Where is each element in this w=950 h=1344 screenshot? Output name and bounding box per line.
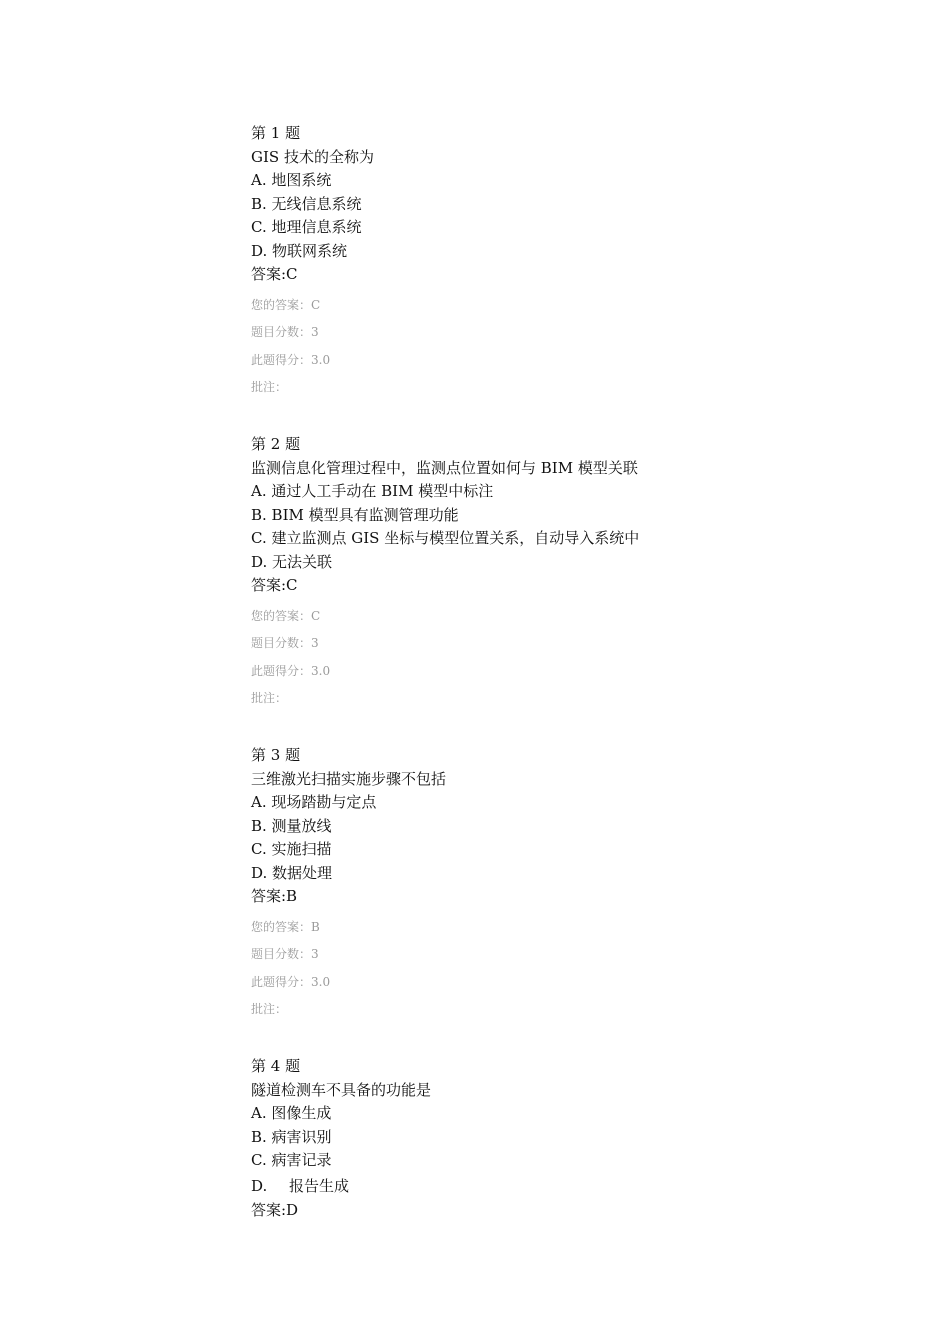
option-a: A. 现场踏勘与定点 xyxy=(251,793,377,811)
correct-answer: 答案:B xyxy=(251,887,298,905)
earned-score: 此题得分：3.0 xyxy=(251,352,331,367)
option-b: B. BIM 模型具有监测管理功能 xyxy=(251,505,459,524)
your-answer: 您的答案：B xyxy=(251,919,320,934)
option-b: B. 病害识别 xyxy=(251,1127,332,1146)
option-c: C. 实施扫描 xyxy=(251,840,332,858)
question-score: 题目分数：3 xyxy=(251,947,319,962)
earned-score: 此题得分：3.0 xyxy=(251,974,331,989)
question-3 xyxy=(251,744,891,1024)
option-d: D. 数据处理 xyxy=(251,863,333,882)
earned-score: 此题得分：3.0 xyxy=(251,663,331,678)
your-answer: 您的答案：C xyxy=(251,297,321,312)
option-b: B. 测量放线 xyxy=(251,816,332,835)
option-c: C. 地理信息系统 xyxy=(251,218,362,236)
question-stem: GIS 技术的全称为 xyxy=(251,147,374,166)
question-heading: 第 4 题 xyxy=(251,1057,301,1075)
correct-answer: 答案:C xyxy=(251,265,298,283)
option-c: C. 建立监测点 GIS 坐标与模型位置关系，自动导入系统中 xyxy=(251,529,640,547)
question-stem: 隧道检测车不具备的功能是 xyxy=(251,1080,432,1099)
option-d: D. 无法关联 xyxy=(251,552,333,571)
option-d-text: 报告生成 xyxy=(289,1176,350,1195)
option-a: A. 通过人工手动在 BIM 模型中标注 xyxy=(251,482,494,500)
option-d: D. 物联网系统 xyxy=(251,241,348,260)
question-score: 题目分数：3 xyxy=(251,325,319,340)
correct-answer: 答案:D xyxy=(251,1201,299,1219)
option-a: A. 地图系统 xyxy=(251,171,332,189)
question-stem: 三维激光扫描实施步骤不包括 xyxy=(251,769,447,788)
option-a: A. 图像生成 xyxy=(251,1104,332,1122)
question-2 xyxy=(251,433,891,713)
question-heading: 第 3 题 xyxy=(251,746,301,764)
question-heading: 第 2 题 xyxy=(251,435,301,453)
question-4 xyxy=(251,1055,891,1223)
question-heading: 第 1 题 xyxy=(251,124,301,142)
comment-label: 批注： xyxy=(251,380,288,395)
option-d xyxy=(251,1175,891,1199)
comment-label: 批注： xyxy=(251,1002,288,1017)
question-score: 题目分数：3 xyxy=(251,636,319,651)
your-answer: 您的答案：C xyxy=(251,608,321,623)
correct-answer: 答案:C xyxy=(251,576,298,594)
option-c: C. 病害记录 xyxy=(251,1151,332,1169)
question-stem: 监测信息化管理过程中，监测点位置如何与 BIM 模型关联 xyxy=(251,458,638,477)
question-1 xyxy=(251,122,891,402)
option-d-label: D. xyxy=(251,1176,268,1195)
comment-label: 批注： xyxy=(251,691,288,706)
option-b: B. 无线信息系统 xyxy=(251,194,362,213)
